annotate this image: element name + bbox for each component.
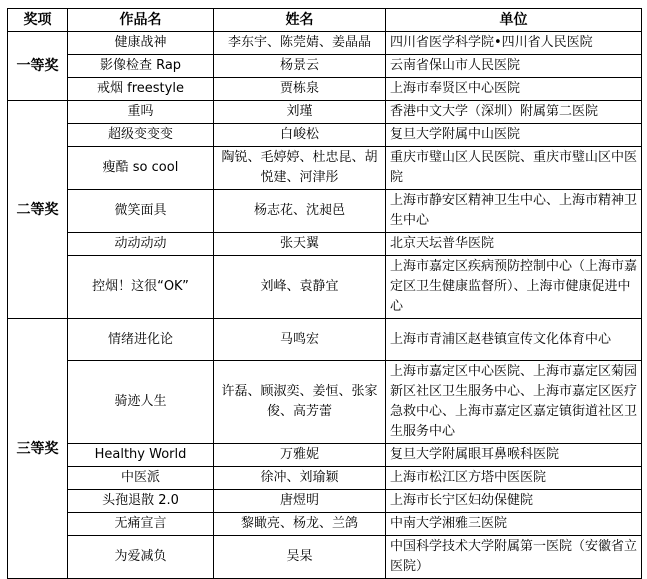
work-cell: 为爱减负 — [68, 536, 214, 579]
unit-cell: 复旦大学附属眼耳鼻喉科医院 — [386, 444, 642, 467]
names-cell: 许磊、顾淑奕、姜恒、张家俊、高芳蕾 — [214, 361, 386, 444]
names-cell: 徐冲、刘瑜颖 — [214, 467, 386, 490]
work-cell: 无痛宣言 — [68, 513, 214, 536]
unit-cell: 香港中文大学（深圳）附属第二医院 — [386, 101, 642, 124]
names-cell: 唐煜明 — [214, 490, 386, 513]
header-work: 作品名 — [68, 9, 214, 32]
names-cell: 黎瞰亮、杨龙、兰鸽 — [214, 513, 386, 536]
names-cell: 刘瑾 — [214, 101, 386, 124]
names-cell: 杨志花、沈昶邑 — [214, 190, 386, 233]
work-cell: 微笑面具 — [68, 190, 214, 233]
unit-cell: 上海市松江区方塔中医医院 — [386, 467, 642, 490]
table-row — [8, 55, 642, 78]
table-row — [8, 190, 642, 233]
unit-cell: 中南大学湘雅三医院 — [386, 513, 642, 536]
unit-cell: 上海市奉贤区中心医院 — [386, 78, 642, 101]
unit-cell: 上海市嘉定区疾病预防控制中心（上海市嘉定区卫生健康监督所）、上海市健康促进中心 — [386, 256, 642, 319]
unit-cell: 上海市长宁区妇幼保健院 — [386, 490, 642, 513]
table-row — [8, 233, 642, 256]
unit-cell: 上海市嘉定区中心医院、上海市嘉定区菊园新区社区卫生服务中心、上海市嘉定区医疗急救中心、上海市嘉定区嘉定镇街道社区卫生服务中心 — [386, 361, 642, 444]
names-cell: 陶锐、毛婷婷、杜忠昆、胡悦建、河津彤 — [214, 147, 386, 190]
names-cell: 贾栋泉 — [214, 78, 386, 101]
table-header — [8, 9, 642, 32]
work-cell: Healthy World — [68, 444, 214, 467]
names-cell: 刘峰、袁静宜 — [214, 256, 386, 319]
prize-cell: 三等奖 — [8, 319, 68, 579]
unit-cell: 四川省医学科学院•四川省人民医院 — [386, 32, 642, 55]
header-prize: 奖项 — [8, 9, 68, 32]
table-body — [8, 32, 642, 579]
unit-cell: 复旦大学附属中山医院 — [386, 124, 642, 147]
prize-cell: 二等奖 — [8, 101, 68, 319]
work-cell: 动动动动 — [68, 233, 214, 256]
work-cell: 重吗 — [68, 101, 214, 124]
work-cell: 头孢退散 2.0 — [68, 490, 214, 513]
names-cell: 杨景云 — [214, 55, 386, 78]
awards-table — [7, 8, 642, 579]
names-cell: 马鸣宏 — [214, 319, 386, 361]
work-cell: 控烟！这很“OK” — [68, 256, 214, 319]
table-row — [8, 536, 642, 579]
table-row — [8, 490, 642, 513]
table-row — [8, 124, 642, 147]
names-cell: 白峻松 — [214, 124, 386, 147]
unit-cell: 中国科学技术大学附属第一医院（安徽省立医院） — [386, 536, 642, 579]
unit-cell: 上海市静安区精神卫生中心、上海市精神卫生中心 — [386, 190, 642, 233]
unit-cell: 上海市青浦区赵巷镇宣传文化体育中心 — [386, 319, 642, 361]
names-cell: 李东宇、陈莞婧、姜晶晶 — [214, 32, 386, 55]
work-cell: 戒烟 freestyle — [68, 78, 214, 101]
work-cell: 中医派 — [68, 467, 214, 490]
names-cell: 张天翼 — [214, 233, 386, 256]
header-unit: 单位 — [386, 9, 642, 32]
work-cell: 骑迹人生 — [68, 361, 214, 444]
table-row — [8, 319, 642, 361]
prize-cell: 一等奖 — [8, 32, 68, 101]
table-row — [8, 32, 642, 55]
work-cell: 情绪进化论 — [68, 319, 214, 361]
table-row — [8, 256, 642, 319]
header-names: 姓名 — [214, 9, 386, 32]
table-row — [8, 467, 642, 490]
table-row — [8, 101, 642, 124]
table-row — [8, 78, 642, 101]
table-row — [8, 513, 642, 536]
work-cell: 超级变变变 — [68, 124, 214, 147]
table-row — [8, 444, 642, 467]
header-row — [8, 9, 642, 32]
names-cell: 吴杲 — [214, 536, 386, 579]
work-cell: 影像检查 Rap — [68, 55, 214, 78]
unit-cell: 重庆市璧山区人民医院、重庆市璧山区中医院 — [386, 147, 642, 190]
table-row — [8, 361, 642, 444]
table-row — [8, 147, 642, 190]
names-cell: 万雅妮 — [214, 444, 386, 467]
work-cell: 健康战神 — [68, 32, 214, 55]
unit-cell: 云南省保山市人民医院 — [386, 55, 642, 78]
unit-cell: 北京天坛普华医院 — [386, 233, 642, 256]
work-cell: 瘦酷 so cool — [68, 147, 214, 190]
